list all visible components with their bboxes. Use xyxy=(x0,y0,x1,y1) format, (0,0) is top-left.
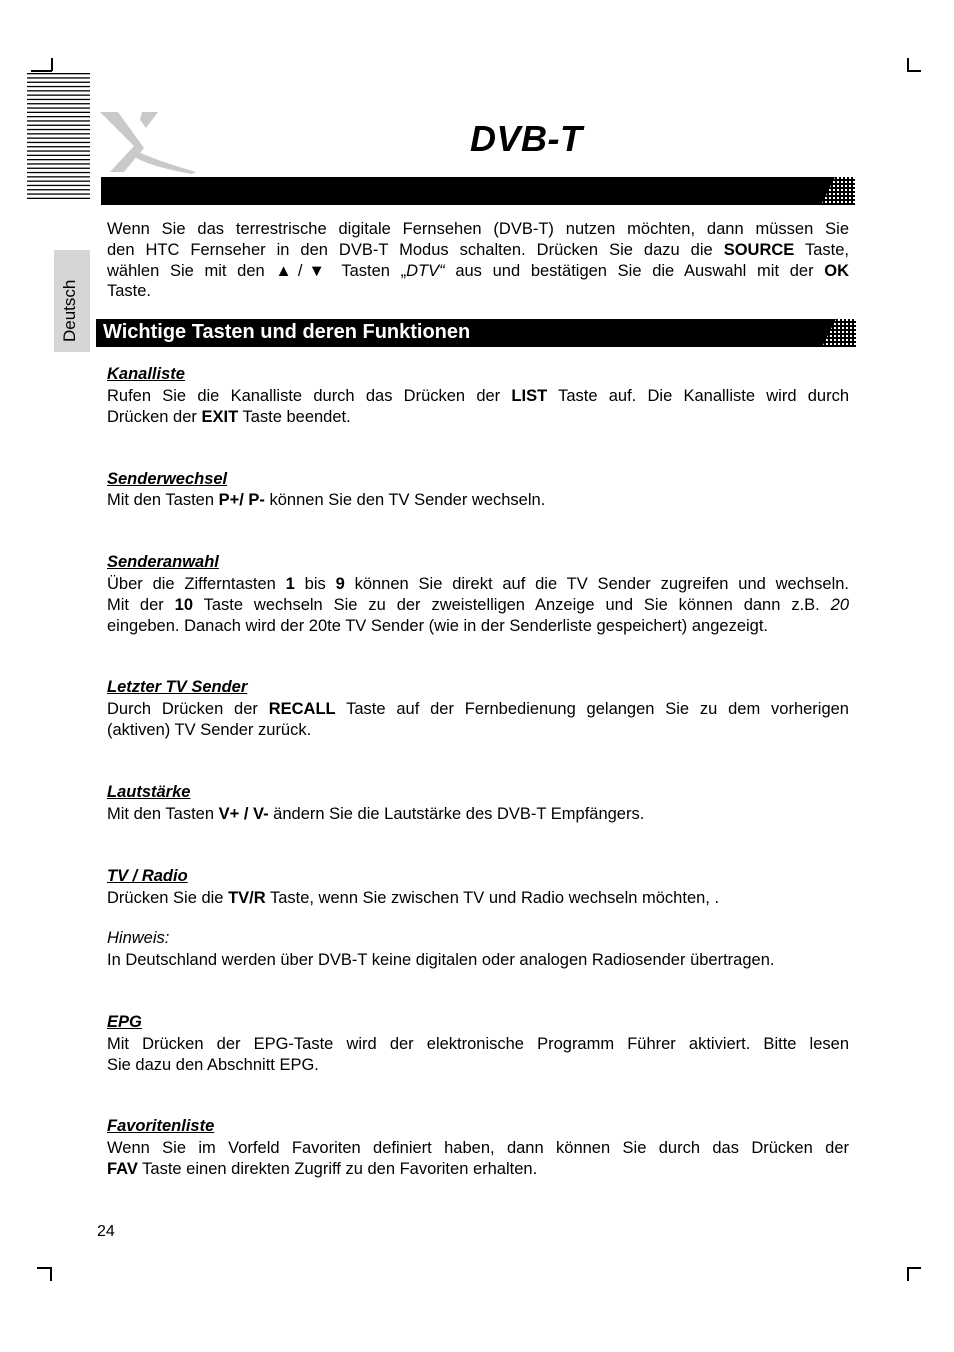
letzter-sender-heading: Letzter TV Sender xyxy=(107,678,248,696)
kanalliste-line-1 xyxy=(107,386,849,407)
tv-radio-heading: TV / Radio xyxy=(107,867,188,885)
kanalliste-paragraph xyxy=(107,386,849,428)
page-title: DVB-T xyxy=(470,118,583,159)
lautstaerke-text: Mit den Tasten xyxy=(107,805,219,823)
senderanwahl-text-bis: bis xyxy=(294,575,336,593)
note-text: In Deutschland werden über DVB-T keine digitalen oder analogen Radiosender übertragen. xyxy=(107,951,775,969)
tvr-key: TV/R xyxy=(228,889,266,907)
lautstaerke-paragraph xyxy=(107,804,849,825)
senderanwahl-line-2 xyxy=(107,595,849,616)
intro-line-4: Taste. xyxy=(107,282,152,301)
senderanwahl-line-2-text: Mit der xyxy=(107,595,175,614)
exit-key: EXIT xyxy=(201,407,239,426)
example-number: 20 xyxy=(830,595,849,614)
intro-line-3 xyxy=(107,261,849,282)
epg-line-2: Sie dazu den Abschnitt EPG. xyxy=(107,1055,319,1074)
favoriten-paragraph xyxy=(107,1138,849,1180)
volume-keys: V+ / V- xyxy=(218,805,269,823)
senderanwahl-line-1 xyxy=(107,574,849,595)
language-side-tab xyxy=(54,250,90,352)
ok-key: OK xyxy=(824,261,849,280)
intro-paragraph xyxy=(107,219,849,302)
kanalliste-line-2-text: Drücken der xyxy=(107,407,202,426)
favoriten-line-2 xyxy=(107,1159,849,1180)
source-key: SOURCE xyxy=(723,240,795,259)
crop-mark-top-left-v xyxy=(51,58,53,71)
section-title: Wichtige Tasten und deren Funktionen xyxy=(103,321,471,343)
digit-key-1: 1 xyxy=(285,575,295,593)
intro-line-2-end: Taste, xyxy=(794,240,849,259)
halftone-dots-icon xyxy=(821,177,855,205)
crop-mark-bottom-left-h xyxy=(37,1267,51,1269)
epg-line-1: Mit Drücken der EPG-Taste wird der elektronische Programm Führer aktiviert. Bitte lesen xyxy=(107,1035,849,1053)
lautstaerke-line-1 xyxy=(107,804,849,825)
letzter-sender-paragraph xyxy=(107,699,849,741)
crop-mark-top-left-h xyxy=(31,70,52,72)
kanalliste-line-2-end: Taste beendet. xyxy=(238,407,351,426)
kanalliste-text: Rufen Sie die Kanalliste durch das Drücken der xyxy=(107,387,512,405)
epg-paragraph xyxy=(107,1034,849,1076)
list-key: LIST xyxy=(511,387,548,405)
kanalliste-text-end: Taste auf. Die Kanalliste wird durch xyxy=(547,387,849,405)
fav-key: FAV xyxy=(107,1159,138,1178)
note-paragraph xyxy=(107,950,849,971)
senderanwahl-line-3: eingeben. Danach wird der 20te TV Sender (wie in der Senderliste gespeichert) angezeigt. xyxy=(107,616,769,635)
tv-radio-line-1 xyxy=(107,888,849,909)
intro-line-2-text: den HTC Fernseher in den DVB-T Modus schalten. Drücken Sie dazu die xyxy=(107,240,724,259)
crop-mark-top-right-h xyxy=(907,70,921,72)
intro-line-3-mid: aus und bestätigen Sie die Auswahl mit der xyxy=(444,261,825,280)
senderanwahl-heading: Senderanwahl xyxy=(107,553,219,571)
letzter-text-end: Taste auf der Fernbedienung gelangen Sie zu dem vorherigen xyxy=(335,700,849,718)
tv-radio-paragraph xyxy=(107,888,849,909)
recall-key: RECALL xyxy=(268,700,336,718)
tv-radio-text: Drücken Sie die xyxy=(107,889,229,907)
digit-key-10: 10 xyxy=(174,595,193,614)
letzter-line-2: (aktiven) TV Sender zurück. xyxy=(107,720,312,739)
crop-mark-bottom-right-v xyxy=(907,1267,909,1281)
header-stripes xyxy=(27,73,90,201)
crop-mark-bottom-left-v xyxy=(50,1267,52,1281)
senderwechsel-text: Mit den Tasten xyxy=(107,491,219,509)
senderanwahl-paragraph xyxy=(107,574,849,636)
page-number: 24 xyxy=(97,1223,115,1240)
kanalliste-heading: Kanalliste xyxy=(107,365,185,383)
section-title-bar xyxy=(96,319,856,347)
favoriten-line-1: Wenn Sie im Vorfeld Favoriten definiert haben, dann können Sie durch das Drücken der xyxy=(107,1139,849,1157)
digit-key-9: 9 xyxy=(335,575,345,593)
favoriten-heading: Favoritenliste xyxy=(107,1117,215,1135)
lautstaerke-text-end: ändern Sie die Lautstärke des DVB-T Empfängers. xyxy=(268,805,645,823)
senderanwahl-line-2-mid: Taste wechseln Sie zu der zweistelligen Anzeige und Sie können dann z.B. xyxy=(193,595,831,614)
senderwechsel-heading: Senderwechsel xyxy=(107,470,228,488)
senderwechsel-text-end: können Sie den TV Sender wechseln. xyxy=(264,491,546,509)
kanalliste-line-2 xyxy=(107,407,849,428)
program-keys: P+/ P- xyxy=(218,491,265,509)
senderanwahl-text-end: können Sie direkt auf die TV Sender zugreifen und wechseln. xyxy=(344,575,849,593)
letzter-text: Durch Drücken der xyxy=(107,700,269,718)
note-label: Hinweis: xyxy=(107,929,170,947)
favoriten-line-2-text: Taste einen direkten Zugriff zu den Favoriten erhalten. xyxy=(137,1159,538,1178)
letzter-line-1 xyxy=(107,699,849,720)
senderwechsel-paragraph xyxy=(107,490,849,511)
senderwechsel-line-1 xyxy=(107,490,849,511)
intro-line-1: Wenn Sie das terrestrische digitale Fernsehen (DVB-T) nutzen möchten, dann müssen Sie xyxy=(107,220,849,238)
tv-radio-text-end: Taste, wenn Sie zwischen TV und Radio wechseln möchten, . xyxy=(265,889,720,907)
brand-x-logo-icon xyxy=(96,108,198,176)
header-bar xyxy=(101,177,855,205)
crop-mark-bottom-right-h xyxy=(907,1267,921,1269)
intro-line-2 xyxy=(107,240,849,261)
side-tab-label: Deutsch xyxy=(60,279,79,342)
halftone-dots-icon xyxy=(822,319,856,347)
intro-line-3-text: wählen Sie mit den ▲/▼ Tasten „ xyxy=(107,261,407,280)
senderanwahl-text: Über die Zifferntasten xyxy=(107,575,286,593)
lautstaerke-heading: Lautstärke xyxy=(107,783,191,801)
dtv-label: DTV“ xyxy=(406,261,445,280)
epg-heading: EPG xyxy=(107,1013,142,1031)
